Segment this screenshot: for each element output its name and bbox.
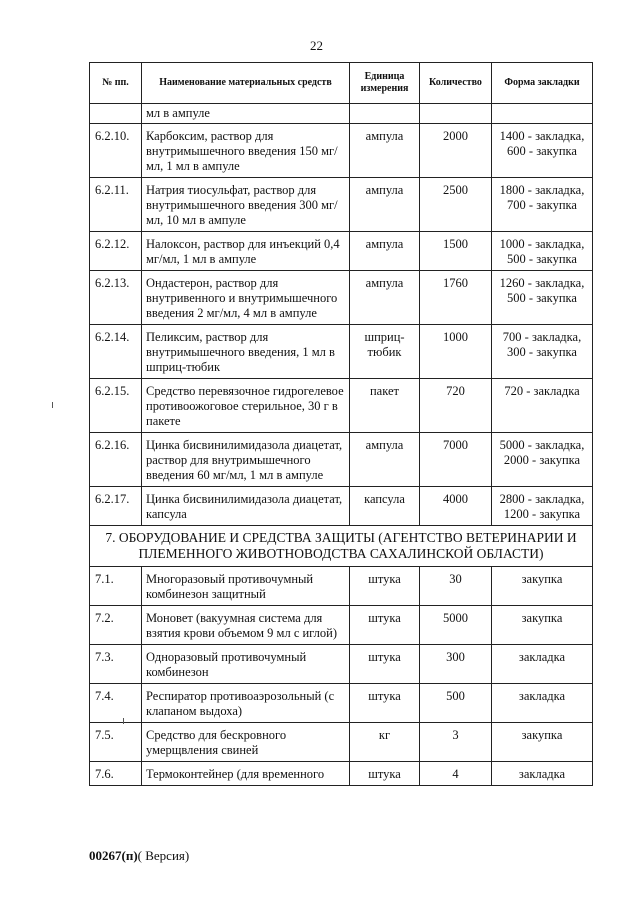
row-qty: 720: [420, 379, 492, 433]
table-row: [90, 124, 593, 178]
footer: [89, 848, 189, 864]
scan-mark: [123, 718, 124, 724]
row-unit: ампула: [350, 232, 420, 271]
table-row: [90, 762, 593, 786]
row-name: Налоксон, раствор для инъекций 0,4 мг/мл, 1 мл в ампуле: [142, 232, 350, 271]
row-name: Цинка бисвинилимидазола диацетат, капсула: [142, 487, 350, 526]
row-form: закладка: [492, 762, 593, 786]
row-num: 6.2.14.: [90, 325, 142, 379]
continuation-text: мл в ампуле: [142, 104, 350, 124]
row-name: Одноразовый противочумный комбинезон: [142, 645, 350, 684]
row-num: 6.2.15.: [90, 379, 142, 433]
row-name: Многоразовый противочумный комбинезон защитный: [142, 567, 350, 606]
row-unit: ампула: [350, 178, 420, 232]
row-qty: 500: [420, 684, 492, 723]
table-row: [90, 645, 593, 684]
row-num: 6.2.12.: [90, 232, 142, 271]
row-name: Моновет (вакуумная система для взятия крови объемом 9 мл с иглой): [142, 606, 350, 645]
row-unit: штука: [350, 567, 420, 606]
row-qty: 3: [420, 723, 492, 762]
table-row: [90, 232, 593, 271]
row-num: 7.2.: [90, 606, 142, 645]
header-num: № пп.: [90, 63, 142, 104]
row-unit: штука: [350, 762, 420, 786]
row-qty: 300: [420, 645, 492, 684]
row-form: 1800 - закладка, 700 - закупка: [492, 178, 593, 232]
row-unit: ампула: [350, 124, 420, 178]
table-row: [90, 684, 593, 723]
row-name: Респиратор противоаэрозольный (с клапаном выдоха): [142, 684, 350, 723]
row-name: Цинка бисвинилимидазола диацетат, раствор для внутримышечного введения 60 мг/мл, 1 мл в ампуле: [142, 433, 350, 487]
row-qty: 4000: [420, 487, 492, 526]
table-row: [90, 487, 593, 526]
row-num: 6.2.16.: [90, 433, 142, 487]
page-number: 22: [310, 38, 323, 53]
row-form: закупка: [492, 723, 593, 762]
row-qty: 4: [420, 762, 492, 786]
row-name: Натрия тиосульфат, раствор для внутримышечного введения 300 мг/мл, 10 мл в ампуле: [142, 178, 350, 232]
table-header-row: [90, 63, 593, 104]
footer-code: 00267(п): [89, 848, 138, 863]
row-form: 720 - закладка: [492, 379, 593, 433]
row-name: Средство перевязочное гидрогелевое противоожоговое стерильное, 30 г в пакете: [142, 379, 350, 433]
row-num: 6.2.17.: [90, 487, 142, 526]
row-name: Карбоксим, раствор для внутримышечного введения 150 мг/мл, 1 мл в ампуле: [142, 124, 350, 178]
header-qty: Количество: [420, 63, 492, 104]
row-unit: пакет: [350, 379, 420, 433]
row-qty: 1000: [420, 325, 492, 379]
table-row: [90, 606, 593, 645]
row-form: 5000 - закладка, 2000 - закупка: [492, 433, 593, 487]
row-num: 7.5.: [90, 723, 142, 762]
row-qty: 7000: [420, 433, 492, 487]
scan-mark: [52, 402, 53, 408]
row-unit: штука: [350, 606, 420, 645]
row-name: Термоконтейнер (для временного: [142, 762, 350, 786]
row-unit: ампула: [350, 271, 420, 325]
section-heading-row: [90, 526, 593, 567]
row-name: Ондастерон, раствор для внутривенного и внутримышечного введения 2 мг/мл, 4 мл в ампуле: [142, 271, 350, 325]
row-form: закупка: [492, 567, 593, 606]
row-qty: 2000: [420, 124, 492, 178]
table-row: [90, 567, 593, 606]
table-row: [90, 379, 593, 433]
row-qty: 5000: [420, 606, 492, 645]
table-row: [90, 325, 593, 379]
row-form: закупка: [492, 606, 593, 645]
header-name: Наименование материальных средств: [142, 63, 350, 104]
table-row: [90, 723, 593, 762]
row-form: 2800 - закладка, 1200 - закупка: [492, 487, 593, 526]
row-form: 1400 - закладка, 600 - закупка: [492, 124, 593, 178]
table-row: [90, 178, 593, 232]
header-unit: Единица измерения: [350, 63, 420, 104]
row-unit: ампула: [350, 433, 420, 487]
row-unit: шприц-тюбик: [350, 325, 420, 379]
row-unit: штука: [350, 684, 420, 723]
row-unit: штука: [350, 645, 420, 684]
row-num: 7.6.: [90, 762, 142, 786]
header-form: Форма закладки: [492, 63, 593, 104]
row-num: 6.2.10.: [90, 124, 142, 178]
row-num: 7.1.: [90, 567, 142, 606]
row-form: 700 - закладка, 300 - закупка: [492, 325, 593, 379]
row-form: 1000 - закладка, 500 - закупка: [492, 232, 593, 271]
footer-version: ( Версия): [137, 848, 190, 863]
row-form: 1260 - закладка, 500 - закупка: [492, 271, 593, 325]
row-qty: 1760: [420, 271, 492, 325]
table-row: [90, 271, 593, 325]
row-qty: 30: [420, 567, 492, 606]
row-form: закладка: [492, 645, 593, 684]
row-qty: 1500: [420, 232, 492, 271]
row-form: закладка: [492, 684, 593, 723]
row-unit: кг: [350, 723, 420, 762]
row-name: Пеликсим, раствор для внутримышечного введения, 1 мл в шприц-тюбик: [142, 325, 350, 379]
row-num: 7.4.: [90, 684, 142, 723]
row-qty: 2500: [420, 178, 492, 232]
section-title: 7. ОБОРУДОВАНИЕ И СРЕДСТВА ЗАЩИТЫ (АГЕНТСТВО ВЕТЕРИНАРИИ И ПЛЕМЕННОГО ЖИВОТНОВОДСТВА САХАЛИНСКОЙ ОБЛАСТИ): [90, 526, 593, 567]
row-num: 7.3.: [90, 645, 142, 684]
materials-table: [89, 62, 593, 786]
continuation-row: [90, 104, 593, 124]
table-row: [90, 433, 593, 487]
row-name: Средство для бескровного умерщвления свиней: [142, 723, 350, 762]
row-unit: капсула: [350, 487, 420, 526]
row-num: 6.2.11.: [90, 178, 142, 232]
row-num: 6.2.13.: [90, 271, 142, 325]
